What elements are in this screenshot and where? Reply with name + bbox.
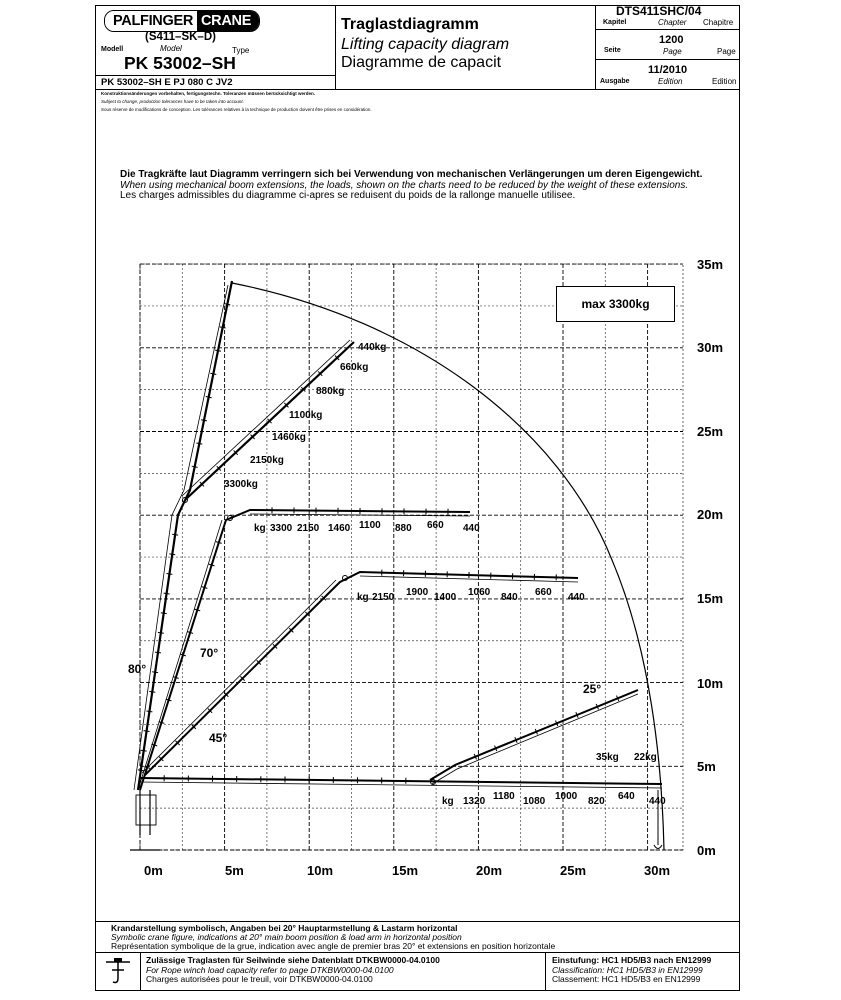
chapitre-label: Chapitre [703,18,734,27]
row5-load-2: 1180 [493,791,515,802]
seite-label: Seite [604,47,621,54]
row16-load-3: 1400 [434,592,457,603]
boom-segment [158,632,164,633]
title-fr: Diagramme de capacit [341,54,502,71]
classification-de: Einstufung: HC1 HD5/B3 nach EN12999 [552,955,712,965]
disclaimer-de: Konstruktionsänderungen vorbehalten, fertigungstechn. Toleranzen müssen berücksichtigt werden. [101,91,315,96]
crane-position-en: Symbolic crane figure, indications at 20° main boom position & load arm in horizontal position [111,932,462,942]
row20-load-1: 3300 [270,523,293,534]
edition-date: 11/2010 [648,64,688,76]
y-tick-0: 0m [697,843,716,858]
x-tick-30: 30m [644,863,671,878]
crane-position-fr: Représentation symbolique de la grue, indication avec angle de premier bras 20° et extensions en position horizontale [111,941,556,951]
row5-load-1: 1320 [463,796,486,807]
kapitel-label: Kapitel [603,19,627,26]
crane-column [140,790,150,835]
y-tick-30: 30m [697,340,724,355]
model-variant: (S411–SK–D) [145,31,216,43]
winch-icon [104,956,134,986]
title-en: Lifting capacity diagram [341,36,510,53]
steep-load-440: 440kg [358,342,387,353]
boom-segment [210,373,216,374]
steep-load-1100: 1100kg [289,410,323,421]
logo-text-right: CRANE [197,11,259,31]
crane-base [136,795,156,825]
boom-80-main [138,281,232,790]
model-label-en: Model [160,44,182,53]
row5-load-3: 1080 [523,796,546,807]
boom-drawings [130,281,662,850]
winch-note-de: Zulässige Traglasten für Seilwinde siehe Datenblatt DTKBW0000-04.0100 [146,955,440,965]
y-tick-25: 25m [697,424,724,439]
edition-label-fr: Edition [712,77,737,86]
notice-de: Die Tragkräfte laut Diagramm verringern sich bei Verwendung von mechanischen Verlängerungen um deren Eigengewicht. [120,169,703,180]
logo-text-left: PALFINGER [105,11,197,31]
row20-unit: kg [254,523,266,534]
row16-load-4: 1060 [468,587,491,598]
boom-segment [196,443,202,444]
steep-load-880: 880kg [316,386,345,397]
x-tick-10: 10m [307,863,334,878]
steep-load-3300: 3300kg [224,479,258,490]
winch-note-en: For Rope winch load capacity refer to page DTKBW0000-04.0100 [146,965,394,975]
model-label-de: Modell [101,46,124,53]
model-code: PK 53002–SH E PJ 080 C JV2 [101,77,233,88]
boom-segment [224,304,230,305]
row16-load-6: 660 [535,587,552,598]
page-number: 1200 [659,34,684,46]
classification-fr: Classement: HC1 HD5/B3 en EN12999 [552,974,701,984]
row20-load-4: 1100 [359,520,381,531]
chapter-label: Chapter [658,18,687,27]
boom-segment [161,613,167,614]
title-de: Traglastdiagramm [341,16,479,33]
edition-label: Edition [658,77,683,86]
row20-load-5: 880 [395,523,412,534]
row16-load-2: 1900 [406,587,429,598]
crane-position-de: Krandarstellung symbolisch, Angaben bei 20° Hauptarmstellung & Lastarm horizontal [111,923,458,933]
row16-load-5: 840 [501,592,518,603]
row20-load-7: 440 [463,523,480,534]
classification-en: Classification: HC1 HD5/B3 in EN12999 [552,965,703,975]
y-tick-5: 5m [697,759,716,774]
row5-load-4: 1000 [555,791,578,802]
angle-80: 80° [128,662,147,676]
boom-segment [192,466,198,467]
boom-70-jib [140,510,470,790]
steep-load-2150: 2150kg [250,455,284,466]
boom-segment [201,420,207,421]
angle-45: 45° [209,731,228,745]
x-tick-25: 25m [560,863,587,878]
boom-segment [144,731,150,732]
max-capacity-box: max 3300kg [556,286,675,322]
row20-load-3: 1460 [328,523,351,534]
row5-unit: kg [442,796,454,807]
notice-fr: Les charges admissibles du diagramme ci-apres se reduisent du poids de la rallonge manuelle utilisee. [120,190,576,201]
x-tick-15: 15m [392,863,419,878]
boom-segment [169,554,175,555]
angle-70: 70° [200,646,219,660]
boom-segment [166,573,172,574]
boom-segment [138,770,144,771]
disclaimer-en: Subject to change, production tolerances have to be taken into account. [101,99,244,104]
y-tick-10: 10m [697,676,724,691]
boom-segment [172,534,178,535]
steep-load-1460: 1460kg [272,432,306,443]
steep-load-660: 660kg [340,362,369,373]
x-tick-20: 20m [476,863,503,878]
winch-note-fr: Charges autorisées pour le treuil, voir DTKBW0000-04.0100 [146,974,373,984]
notice-en: When using mechanical boom extensions, the loads, shown on the charts need to be reduced by the weight of these extensions. [120,180,689,191]
disclaimer-fr: Sous réserve de modifications de conception. Les tolérances relatives à la technique de production doivent être prises en considération. [101,107,372,112]
row20-load-2: 2150 [297,523,320,534]
boom-segment [155,652,161,653]
doc-code: DTS411SHC/04 [616,4,702,18]
jib-load-22: 22kg [634,752,657,763]
jib-load-35: 35kg [596,752,619,763]
row16-unit: kg [357,592,369,603]
y-tick-15: 15m [697,591,724,606]
reach-envelope-curve [232,283,664,850]
model-name: PK 53002–SH [124,53,236,73]
row20-load-6: 660 [427,520,444,531]
boom-segment [215,350,221,351]
boom-segment [149,691,155,692]
ausgabe-label: Ausgabe [600,78,630,85]
page-label-fr: Page [717,47,736,56]
boom-segment [164,593,170,594]
row5-load-6: 640 [618,791,635,802]
type-label: Type [232,46,250,55]
row16-load-7: 440 [568,592,585,603]
y-tick-20: 20m [697,507,724,522]
boom-segment [152,672,158,673]
x-tick-0: 0m [144,863,163,878]
boom-segment [206,397,212,398]
row5-load-5: 820 [588,796,605,807]
angle-25: 25° [583,682,602,696]
boom-segment [146,711,152,712]
x-tick-5: 5m [225,863,244,878]
page-label: Page [663,47,682,56]
row16-load-1: 2150 [372,592,395,603]
boom-segment [141,750,147,751]
row5-load-7: 440 [649,796,666,807]
y-tick-35: 35m [697,257,724,272]
